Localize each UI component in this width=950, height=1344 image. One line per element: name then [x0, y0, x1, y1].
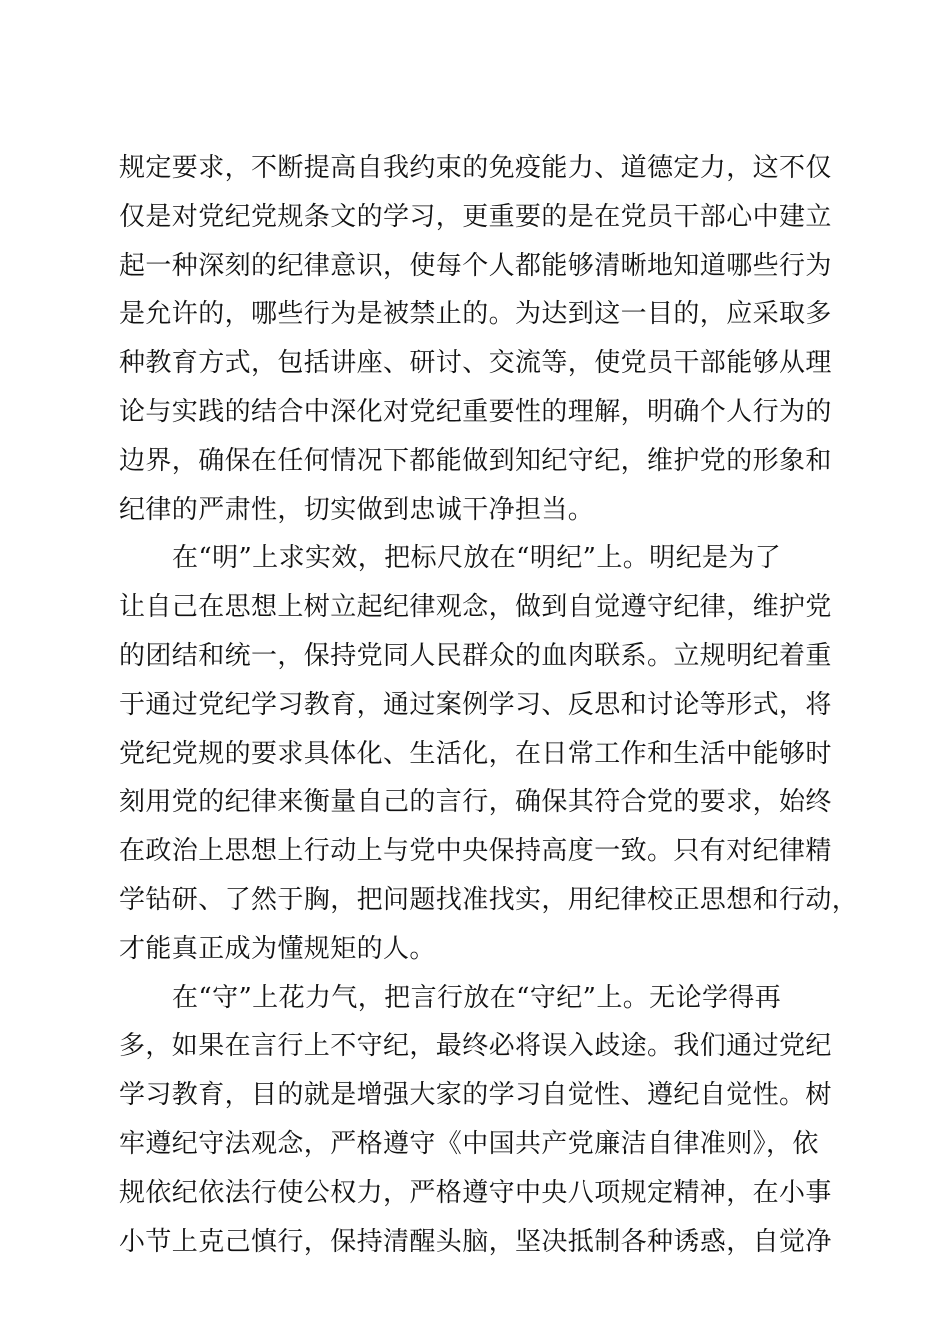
text-line: 纪律的严肃性，切实做到忠诚干净担当。	[119, 494, 595, 525]
text-line: 是允许的，哪些行为是被禁止的。为达到这一目的，应采取多	[119, 299, 832, 330]
text-line: 刻用党的纪律来衡量自己的言行，确保其符合党的要求，始终	[119, 787, 832, 818]
text-line: 的团结和统一，保持党同人民群众的血肉联系。立规明纪着重	[119, 640, 832, 671]
text-line: 小节上克己慎行，保持清醒头脑，坚决抵制各种诱惑，自觉净	[119, 1226, 832, 1257]
text-line: 仅是对党纪党规条文的学习，更重要的是在党员干部心中建立	[119, 201, 832, 232]
text-line: 才能真正成为懂规矩的人。	[119, 933, 436, 964]
text-line: 多，如果在言行上不守纪，最终必将误入歧途。我们通过党纪	[119, 1031, 832, 1062]
text-line: 边界，确保在任何情况下都能做到知纪守纪，维护党的形象和	[119, 445, 832, 476]
text-line: 在政治上思想上行动上与党中央保持高度一致。只有对纪律精	[119, 836, 832, 867]
text-line: 学钻研、了然于胸，把问题找准找实，用纪律校正思想和行动，	[119, 884, 859, 915]
text-line: 于通过党纪学习教育，通过案例学习、反思和讨论等形式，将	[119, 689, 832, 720]
text-line: 牢遵纪守法观念，严格遵守《中国共产党廉洁自律准则》，依	[119, 1128, 819, 1159]
text-line: 学习教育，目的就是增强大家的学习自觉性、遵纪自觉性。树	[119, 1080, 832, 1111]
paragraph-start-line: 在“明”上求实效，把标尺放在“明纪”上。明纪是为了	[172, 543, 782, 574]
text-line: 让自己在思想上树立起纪律观念，做到自觉遵守纪律，维护党	[119, 592, 832, 623]
body-text	[119, 144, 859, 1266]
text-line: 党纪党规的要求具体化、生活化，在日常工作和生活中能够时	[119, 738, 832, 769]
text-line: 规定要求，不断提高自我约束的免疫能力、道德定力，这不仅	[119, 153, 832, 183]
text-line: 起一种深刻的纪律意识，使每个人都能够清晰地知道哪些行为	[119, 250, 832, 281]
text-line: 论与实践的结合中深化对党纪重要性的理解，明确个人行为的	[119, 396, 832, 427]
paragraph-start-line: 在“守”上花力气，把言行放在“守纪”上。无论学得再	[172, 982, 782, 1013]
text-line: 规依纪依法行使公权力，严格遵守中央八项规定精神，在小事	[119, 1177, 832, 1208]
text-line: 种教育方式，包括讲座、研讨、交流等，使党员干部能够从理	[119, 348, 832, 379]
